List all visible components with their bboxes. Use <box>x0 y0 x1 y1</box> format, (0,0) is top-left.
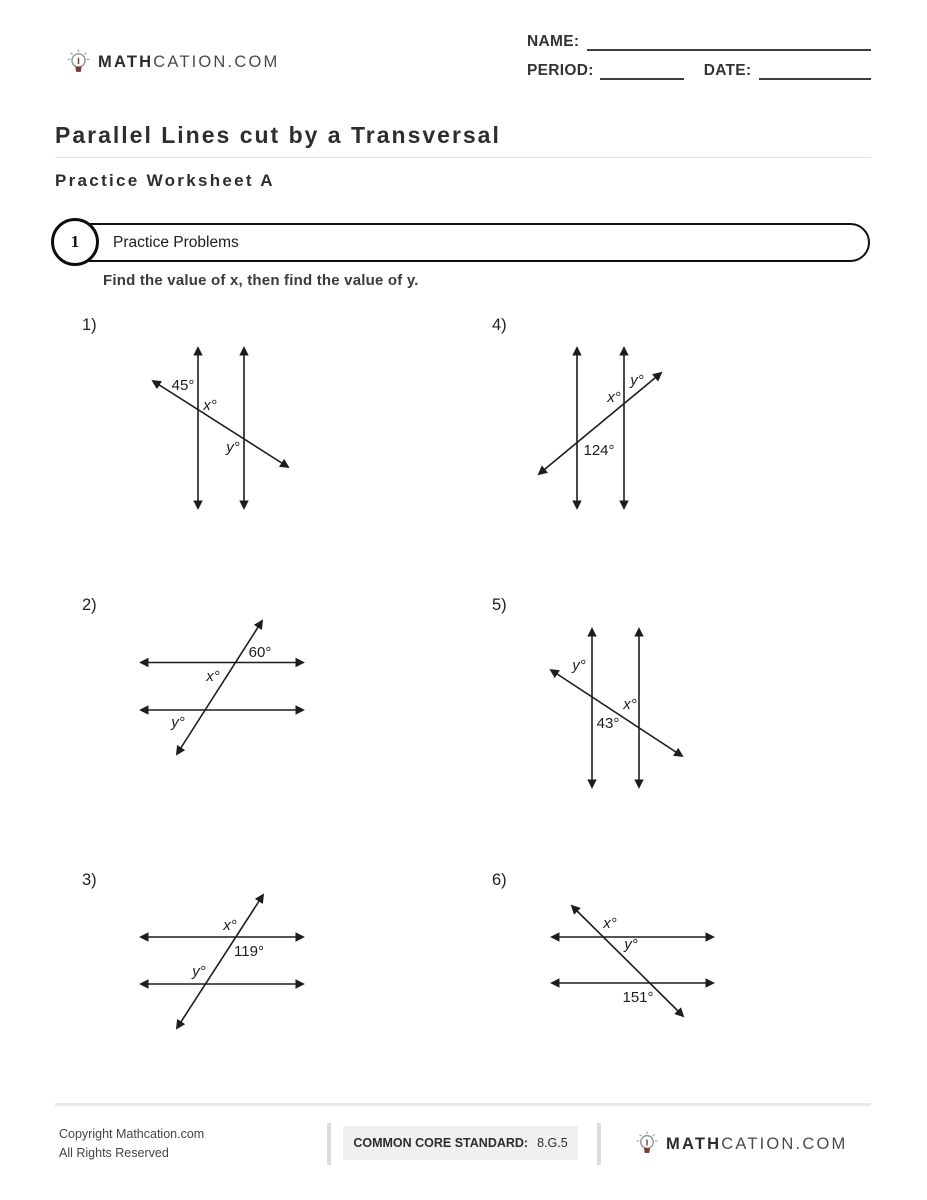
problem-4-number: 4) <box>492 316 507 334</box>
brand-name <box>98 53 279 72</box>
period-label: PERIOD: <box>527 62 594 79</box>
problem-6-diagram <box>480 865 740 1055</box>
x-angle-label: x° <box>206 667 220 685</box>
problem-3-number: 3) <box>82 871 97 889</box>
problem-6 <box>480 865 740 1055</box>
angle-label: 151° <box>622 988 654 1006</box>
y-angle-label: y° <box>192 962 206 980</box>
problem-2-number: 2) <box>82 596 97 614</box>
section-title-pill <box>63 223 870 262</box>
problem-2 <box>70 590 330 780</box>
problem-2-diagram <box>70 590 330 780</box>
period-input-line[interactable] <box>600 63 684 80</box>
name-field-row <box>527 33 871 51</box>
footer-divider <box>55 1103 871 1106</box>
angle-label: 124° <box>583 441 615 459</box>
common-core-standard-value: 8.G.5 <box>537 1136 568 1150</box>
problem-1-number: 1) <box>82 316 97 334</box>
angle-label: 119° <box>234 942 264 960</box>
footer-vertical-divider-left <box>327 1123 331 1165</box>
name-label: NAME: <box>527 33 580 50</box>
angle-label: 43° <box>596 714 620 732</box>
problem-4 <box>480 310 740 540</box>
y-angle-label: y° <box>630 371 644 389</box>
worksheet-subtitle: Practice Worksheet A <box>55 171 275 190</box>
problem-1-diagram <box>70 310 330 540</box>
problem-3 <box>70 865 330 1055</box>
date-label: DATE: <box>703 62 752 79</box>
brand-name-bold: MATH <box>98 53 154 71</box>
copyright-line-1: Copyright Mathcation.com <box>59 1127 205 1141</box>
period-date-field-row <box>527 62 871 80</box>
copyright-line-2: All Rights Reserved <box>59 1145 169 1160</box>
lightbulb-icon <box>66 49 91 76</box>
angle-label: 60° <box>248 643 272 661</box>
brand-name-bold: MATH <box>666 1134 722 1153</box>
footer-vertical-divider-right <box>597 1123 601 1165</box>
footer-brand-logo <box>635 1131 847 1157</box>
transversal-line <box>551 670 682 756</box>
section-number-badge: 1 <box>51 218 99 266</box>
lightbulb-icon <box>635 1131 659 1157</box>
transversal-line <box>177 621 262 754</box>
student-fields <box>527 33 871 80</box>
page-title: Parallel Lines cut by a Transversal <box>55 122 501 148</box>
problem-5 <box>480 590 740 820</box>
title-divider <box>55 157 871 158</box>
y-angle-label: y° <box>624 935 638 953</box>
section-title: Practice Problems <box>113 233 239 251</box>
transversal-line <box>177 895 263 1028</box>
angle-label: 45° <box>171 376 195 394</box>
name-input-line[interactable] <box>587 34 871 51</box>
problem-4-diagram <box>480 310 740 540</box>
y-angle-label: y° <box>226 438 240 456</box>
problem-1 <box>70 310 330 540</box>
common-core-standard-box <box>343 1126 578 1160</box>
problem-6-number: 6) <box>492 871 507 889</box>
brand-name-light: CATION.COM <box>721 1134 848 1153</box>
problem-5-diagram <box>480 590 740 820</box>
common-core-standard-label: COMMON CORE STANDARD: <box>353 1136 529 1150</box>
y-angle-label: y° <box>171 713 185 731</box>
y-angle-label: y° <box>572 656 586 674</box>
date-input-line[interactable] <box>759 63 871 80</box>
brand-logo <box>66 49 279 76</box>
brand-name-light: CATION.COM <box>153 53 280 71</box>
x-angle-label: x° <box>603 914 617 932</box>
problem-3-diagram <box>70 865 330 1055</box>
x-angle-label: x° <box>607 388 621 406</box>
brand-name <box>666 1135 847 1154</box>
x-angle-label: x° <box>223 916 237 934</box>
problem-5-number: 5) <box>492 596 507 614</box>
footer-copyright <box>59 1125 204 1163</box>
x-angle-label: x° <box>203 396 217 414</box>
x-angle-label: x° <box>623 695 637 713</box>
instruction-text: Find the value of x, then find the value of y. <box>103 272 419 289</box>
